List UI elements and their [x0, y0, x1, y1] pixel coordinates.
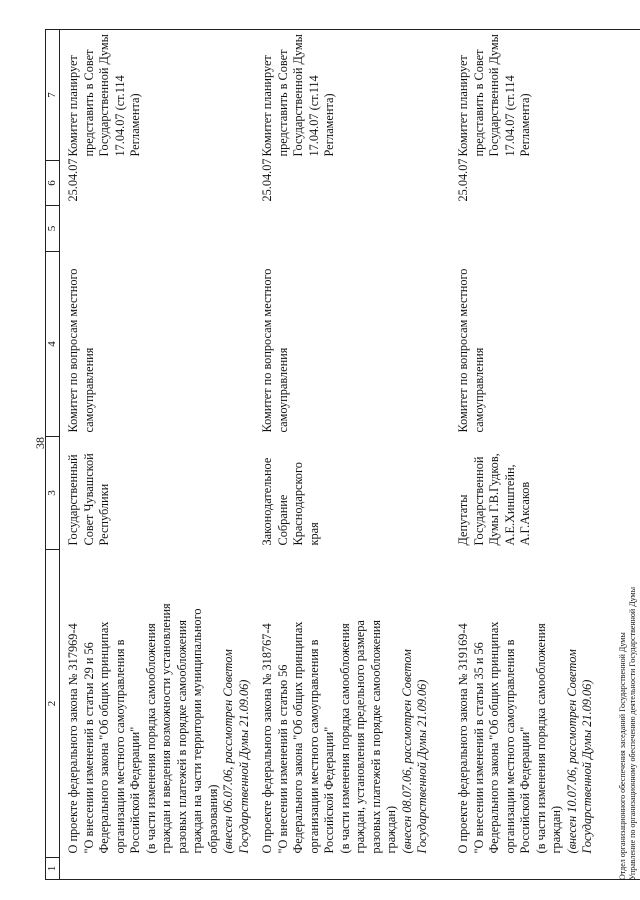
bill-title-line: Федерального закона "Об общих принципах	[487, 621, 501, 854]
date-cell: 25.04.07	[260, 158, 274, 202]
bill-title-line: граждан на части территории муниципального	[190, 608, 204, 854]
row-number-cell	[254, 858, 448, 880]
bill-title-line: (в части изменения порядка самообложения	[533, 623, 548, 854]
committee-cell: Комитет по вопросам местного самоуправления	[456, 268, 486, 433]
bill-description-cell	[60, 550, 255, 858]
footer-department-line: Отдел организационного обеспечения заседаний Государственной Думы	[618, 632, 627, 880]
committee-cell: Комитет по вопросам местного самоуправления	[66, 268, 96, 433]
committee-cell: Комитет по вопросам местного самоуправления	[260, 268, 290, 433]
bill-title-line: Российской Федерации"	[518, 726, 532, 854]
bill-title-line: (в части изменения порядка самообложения	[337, 623, 352, 854]
bill-title-line: Федерального закона "Об общих принципах	[97, 621, 111, 854]
page-footer	[618, 587, 638, 880]
bill-title-line: образования)	[205, 784, 220, 854]
initiator-cell: Законодательное Собрание Краснодарского края	[260, 457, 321, 546]
column-header-6: 6	[46, 161, 60, 206]
bill-title-line: Российской Федерации"	[322, 726, 336, 854]
bill-title-line: О проекте федерального закона № 317969-4	[66, 623, 80, 854]
column-header-7: 7	[46, 30, 60, 161]
bill-title-line: организации местного самоуправления в	[112, 639, 127, 854]
bills-table	[45, 29, 640, 880]
bill-title-line: О проекте федерального закона № 319169-4	[456, 623, 470, 854]
bill-title-line: граждан)	[384, 805, 398, 854]
bill-title-line: граждан, установления предельного размера	[353, 620, 367, 854]
bill-title-line: Федерального закона "Об общих принципах	[291, 621, 305, 854]
date-cell: 25.04.07	[66, 158, 80, 202]
initiator-cell: Депутаты Государственной Думы Г.В.Гудков, А.Е.Хинштейн, А.Г.Аксаков	[456, 453, 532, 546]
bill-note-line: (внесен 08.07.06, рассмотрен Советом	[399, 649, 414, 854]
bill-title-line: разовых платежей в порядке самообложения	[174, 619, 189, 854]
initiator-cell: Государственный Совет Чувашской Республики	[66, 453, 111, 546]
bill-title-line: "О внесении изменений в статьи 35 и 56	[471, 642, 486, 854]
bill-title-line: (в части изменения порядка самообложения	[143, 623, 158, 854]
table-row	[60, 30, 255, 880]
bill-title-line: О проекте федерального закона № 318767-4	[260, 623, 274, 854]
bill-title-line: граждан и введения возможности установления	[159, 603, 173, 854]
bill-note-line: (внесен 10.07.06, рассмотрен Советом	[564, 649, 579, 854]
column-5-cell	[254, 206, 448, 252]
bill-title-line: "О внесении изменений в статью 56	[275, 664, 290, 854]
bill-description-cell	[254, 550, 448, 858]
bill-note-line: Государственной Думы 21.09.06)	[236, 679, 251, 854]
plan-cell: Комитет планирует представить в Совет Государственной Думы 17.04.07 (ст.114 Регламента)	[60, 30, 255, 161]
column-header-3: 3	[46, 437, 60, 550]
table-header-row	[46, 30, 60, 880]
column-header-2: 2	[46, 550, 60, 858]
bill-title-line: граждан)	[549, 805, 563, 854]
bill-note-line: Государственной Думы 21.09.06)	[580, 679, 594, 854]
bill-title-line: организации местного самоуправления в	[306, 639, 321, 854]
column-5-cell	[60, 206, 255, 252]
table-row	[254, 30, 448, 880]
column-header-4: 4	[46, 252, 60, 437]
bill-title-line: разовых платежей в порядке самообложения	[368, 619, 383, 854]
column-header-1: 1	[46, 858, 60, 880]
row-number-cell	[448, 858, 640, 880]
plan-cell: Комитет планирует представить в Совет Государственной Думы 17.04.07 (ст.114 Регламента)	[254, 30, 448, 161]
bill-note-line: Государственной Думы 21.09.06)	[415, 679, 429, 854]
footer-directorate-line: Управление по организационному обеспечению деятельности Государственной Думы	[628, 587, 637, 880]
column-5-cell	[448, 206, 640, 252]
row-number-cell	[60, 858, 255, 880]
page-number: 38	[33, 437, 47, 449]
plan-cell: Комитет планирует представить в Совет Государственной Думы 17.04.07 (ст.114 Регламента)	[448, 30, 640, 161]
bill-note-line: (внесен 06.07.06, рассмотрен Советом	[221, 649, 235, 854]
bill-title-line: Российской Федерации"	[128, 726, 142, 854]
column-header-5: 5	[46, 206, 60, 252]
bill-title-line: "О внесении изменений в статьи 29 и 56	[81, 642, 96, 854]
table-row	[448, 30, 640, 880]
date-cell: 25.04.07	[456, 158, 470, 202]
bill-description-cell	[448, 550, 640, 858]
bill-title-line: организации местного самоуправления в	[502, 639, 517, 854]
